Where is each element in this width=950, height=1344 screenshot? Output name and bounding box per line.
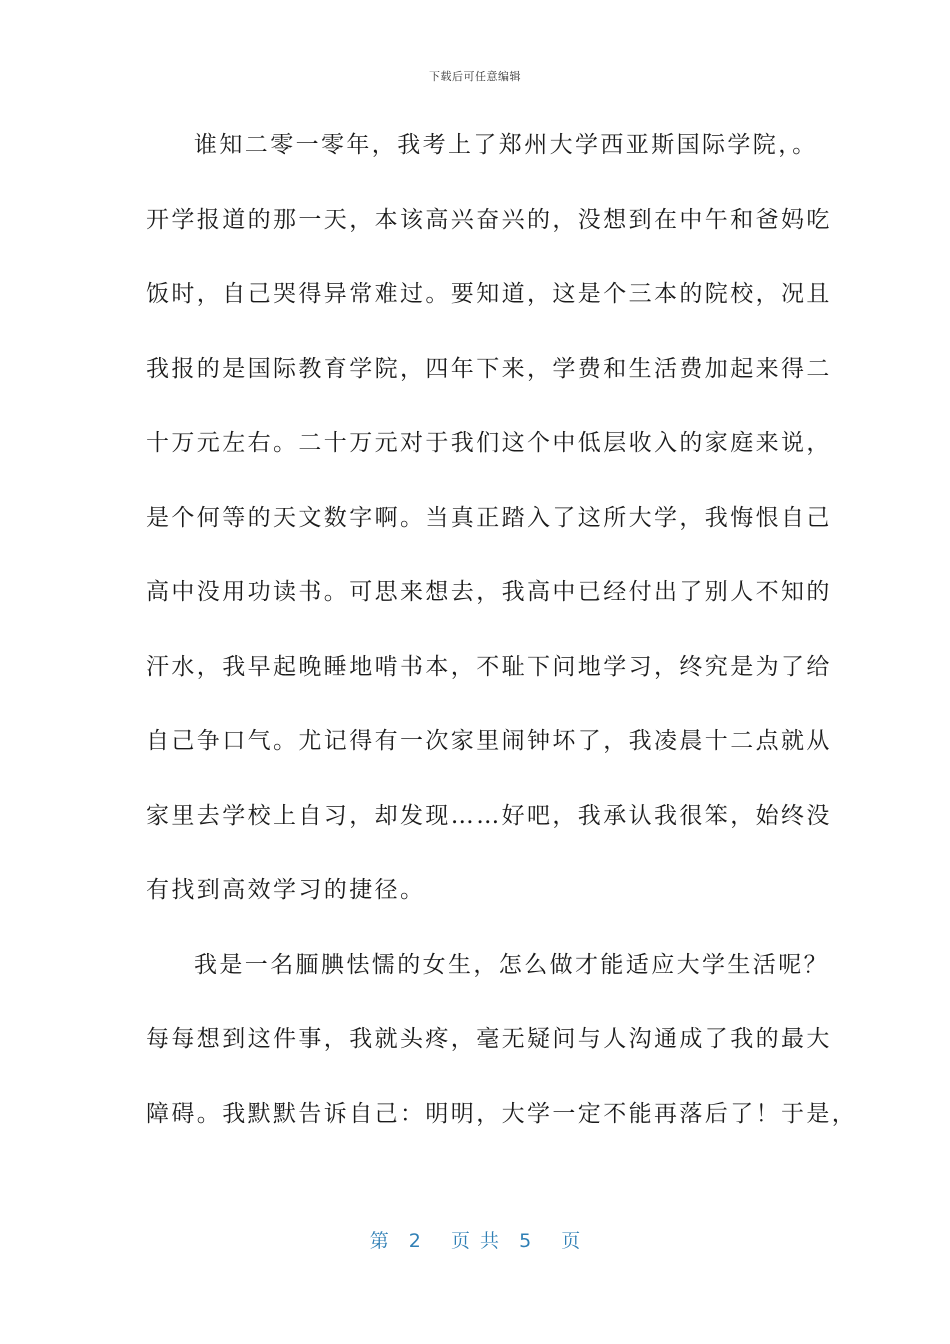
paragraph-2 [146,940,858,1164]
text-line: 谁知二零一零年，我考上了郑州大学西亚斯国际学院，。 [194,132,818,158]
text-line: 是个何等的天文数字啊。当真正踏入了这所大学，我悔恨自己 [146,504,832,531]
text-line: 饭时，自己哭得异常难过。要知道，这是个三本的院校，况且 [146,281,832,307]
text-line: 障碍。我默默告诉自己：明明，大学一定不能再落后了！于是， [146,1100,858,1127]
text-line: 开学报道的那一天，本该高兴奋兴的，没想到在中午和爸妈吃 [146,206,832,233]
document-body [146,120,858,1163]
page-footer [0,1226,950,1253]
text-line: 十万元左右。二十万元对于我们这个中低层收入的家庭来说， [146,430,832,456]
paragraph-1 [146,120,832,940]
page-header-note: 下载后可任意编辑 [429,70,521,83]
text-line: 我是一名腼腆怯懦的女生，怎么做才能适应大学生活呢？ [194,951,829,978]
text-line: 汗水，我早起晚睡地啃书本，不耻下问地学习，终究是为了给 [146,653,832,680]
text-line: 每每想到这件事，我就头疼，毫无疑问与人沟通成了我的最大 [146,1026,832,1052]
text-line: 我报的是国际教育学院，四年下来，学费和生活费加起来得二 [146,355,832,382]
text-line: 家里去学校上自习，却发现……好吧，我承认我很笨，始终没 [146,802,832,829]
text-line: 自己争口气。尤记得有一次家里闹钟坏了，我凌晨十二点就从 [146,728,832,754]
page-number-text: 第 2 页 共 5 页 [369,1230,581,1252]
text-line: 有找到高效学习的捷径。 [146,877,426,903]
text-line: 高中没用功读书。可思来想去，我高中已经付出了别人不知的 [146,579,832,605]
